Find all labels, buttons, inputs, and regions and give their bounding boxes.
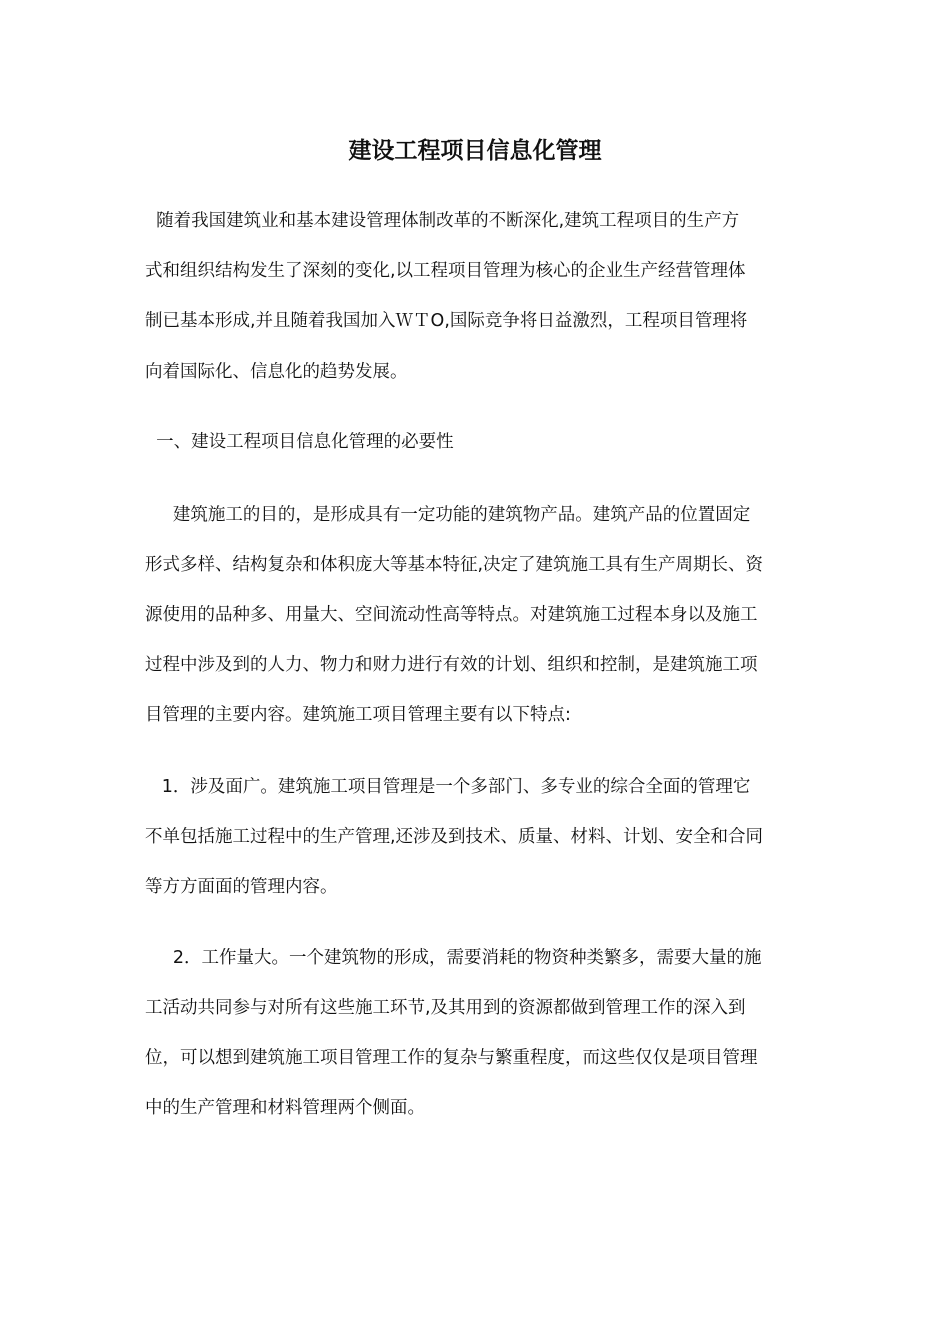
intro-line-2: 式和组织结构发生了深刻的变化,以工程项目管理为核心的企业生产经营管理体: [145, 261, 746, 281]
para1-line-1: 建筑施工的目的，是形成具有一定功能的建筑物产品。建筑产品的位置固定: [145, 505, 751, 525]
intro-line-3: 制已基本形成,并且随着我国加入ＷＴO,国际竞争将日益激烈，工程项目管理将: [145, 311, 748, 331]
item1-line-3: 等方方面面的管理内容。: [145, 877, 338, 897]
para1-line-4: 过程中涉及到的人力、物力和财力进行有效的计划、组织和控制，是建筑施工项: [145, 655, 758, 675]
para1-line-2: 形式多样、结构复杂和体积庞大等基本特征,决定了建筑施工具有生产周期长、资: [145, 555, 764, 575]
item2-line-1: 2．工作量大。一个建筑物的形成，需要消耗的物资种类繁多，需要大量的施: [145, 948, 762, 968]
section-heading: 一、建设工程项目信息化管理的必要性: [145, 432, 454, 452]
para1-line-5: 目管理的主要内容。建筑施工项目管理主要有以下特点:: [145, 705, 571, 725]
intro-line-4: 向着国际化、信息化的趋势发展。: [145, 362, 408, 382]
item1-line-2: 不单包括施工过程中的生产管理,还涉及到技术、质量、材料、计划、安全和合同: [145, 827, 764, 847]
para1-line-3: 源使用的品种多、用量大、空间流动性高等特点。对建筑施工过程本身以及施工: [145, 605, 758, 625]
intro-line-1: 随着我国建筑业和基本建设管理体制改革的不断深化,建筑工程项目的生产方: [145, 211, 740, 231]
item2-line-3: 位，可以想到建筑施工项目管理工作的复杂与繁重程度，而这些仅仅是项目管理: [145, 1048, 758, 1068]
item2-line-2: 工活动共同参与对所有这些施工环节,及其用到的资源都做到管理工作的深入到: [145, 998, 746, 1018]
document-title: 建设工程项目信息化管理: [348, 138, 602, 164]
item2-line-4: 中的生产管理和材料管理两个侧面。: [145, 1098, 425, 1118]
item1-line-1: 1．涉及面广。建筑施工项目管理是一个多部门、多专业的综合全面的管理它: [145, 777, 751, 797]
